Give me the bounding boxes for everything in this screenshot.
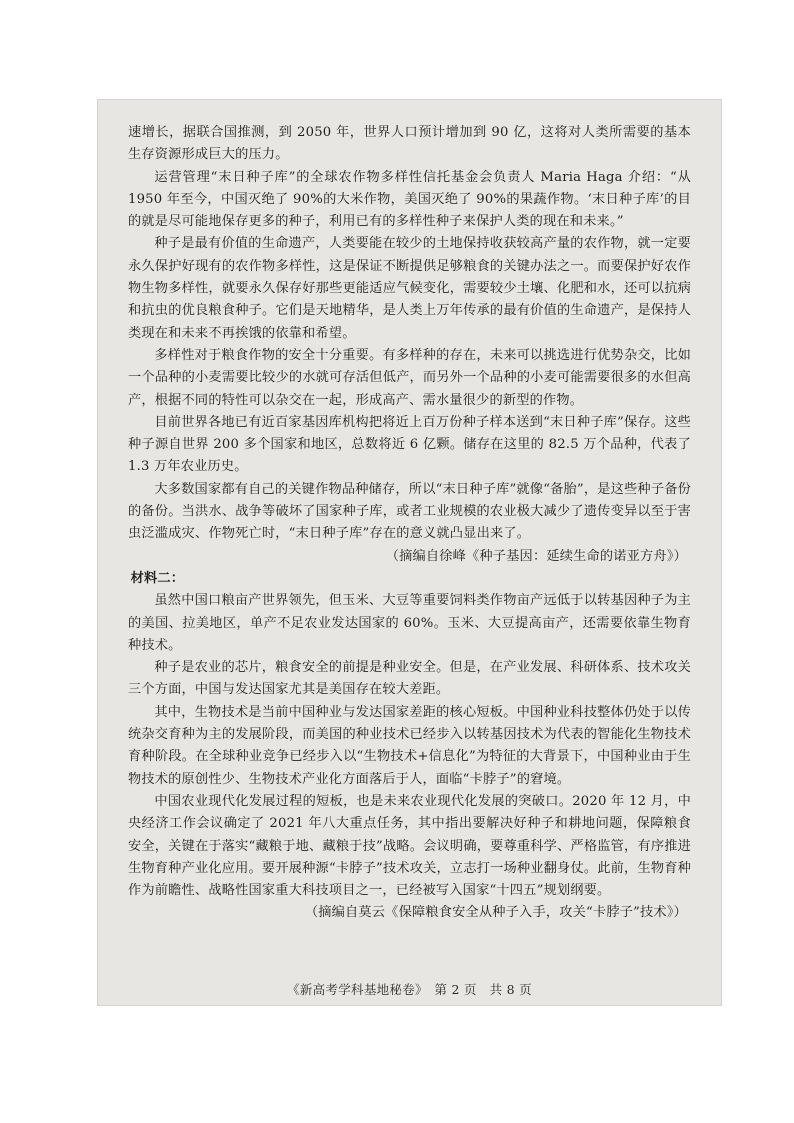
source-citation: （摘编自莫云《保障粮食安全从种子入手，攻关“卡脖子”技术》） bbox=[304, 905, 687, 921]
source-citation: （摘编自徐峰《种子基因：延续生命的诺亚方舟》） bbox=[385, 548, 687, 564]
section-heading: 材料二： bbox=[130, 570, 185, 586]
paragraph: 运营管理“末日种子库”的全球农作物多样性信托基金会负责人 Maria Haga 介绍：“从 1950 年至今，中国灭绝了 90%的大米作物，美国灭绝了 90%的果蔬作物。‘末日种子库’的目的就是尽可能地保存更多的种子，利用已有的多样性种子来保护人类的现在和未来。” bbox=[128, 169, 691, 230]
paragraph: 中国农业现代化发展过程的短板，也是未来农业现代化发展的突破口。2020 年 12 月，中央经济工作会议确定了 2021 年八大重点任务，其中指出要解决好种子和耕地问题，保障粮食安全，关键在于落实“藏粮于地、藏粮于技”战略。会议明确，要尊重科学、严格监管，有序推进生物育种产业化应用。要开展种源“卡脖子”技术攻关，立志打一场种业翻身仗。此前，生物育种作为前瞻性、战略性国家重大科技项目之一，已经被写入国家“十四五”规划纲要。 bbox=[128, 793, 691, 899]
exam-page bbox=[98, 100, 721, 1005]
paragraph: 其中，生物技术是当前中国种业与发达国家差距的核心短板。中国种业科技整体仍处于以传统杂交育种为主的发展阶段，而美国的种业技术已经步入以转基因技术为代表的智能化生物技术育种阶段。在全球种业竞争已经步入以“生物技术+信息化”为特征的大背景下，中国种业由于生物技术的原创性少、生物技术产业化方面落后于人，面临“卡脖子”的窘境。 bbox=[128, 704, 691, 787]
page-content bbox=[128, 122, 691, 925]
paragraph: 多样性对于粮食作物的安全十分重要。有多样种的存在，未来可以挑选进行优势杂交，比如一个品种的小麦需要比较少的水就可存活但低产，而另外一个品种的小麦可能需要很多的水但高产，根据不同的特性可以杂交在一起，形成高产、需水量很少的新型的作物。 bbox=[128, 347, 691, 408]
paragraph: 速增长，据联合国推测，到 2050 年，世界人口预计增加到 90 亿，这将对人类所需要的基本生存资源形成巨大的压力。 bbox=[128, 125, 691, 163]
paragraph: 虽然中国口粮亩产世界领先，但玉米、大豆等重要饲料类作物亩产远低于以转基因种子为主的美国、拉美地区，单产不足农业发达国家的 60%。玉米、大豆提高亩产，还需要依靠生物育种技术。 bbox=[128, 593, 691, 653]
paragraph: 大多数国家都有自己的关键作物品种储存，所以“末日种子库”就像“备胎”，是这些种子备份的备份。当洪水、战争等破坏了国家种子库，或者工业规模的农业极大减少了遗传变异以至于害虫泛滥成灾、作物死亡时，“末日种子库”存在的意义就凸显出来了。 bbox=[128, 481, 691, 542]
page-footer: 《新高考学科基地秘卷》 第 2 页 共 8 页 bbox=[287, 982, 532, 997]
paragraph: 目前世界各地已有近百家基因库机构把将近上百万份种子样本送到“末日种子库”保存。这些种子源自世界 200 多个国家和地区，总数将近 6 亿颗。储存在这里的 82.5 万个品种，代表了 1.3 万年农业历史。 bbox=[128, 414, 691, 475]
paragraph: 种子是农业的芯片，粮食安全的前提是种业安全。但是，在产业发展、科研体系、技术攻关三个方面，中国与发达国家尤其是美国存在较大差距。 bbox=[128, 660, 691, 698]
paragraph: 种子是最有价值的生命遗产，人类要能在较少的土地保持收获较高产量的农作物，就一定要永久保护好现有的农作物多样性，这是保证不断提供足够粮食的关键办法之一。而要保护好农作物生物多样性，就要永久保存好那些更能适应气候变化，需要较少土壤、化肥和水，还可以抗病和抗虫的优良粮食种子。它们是天地精华，是人类上万年传承的最有价值的生命遗产，是保持人类现在和未来不再挨饿的依靠和希望。 bbox=[128, 236, 691, 341]
